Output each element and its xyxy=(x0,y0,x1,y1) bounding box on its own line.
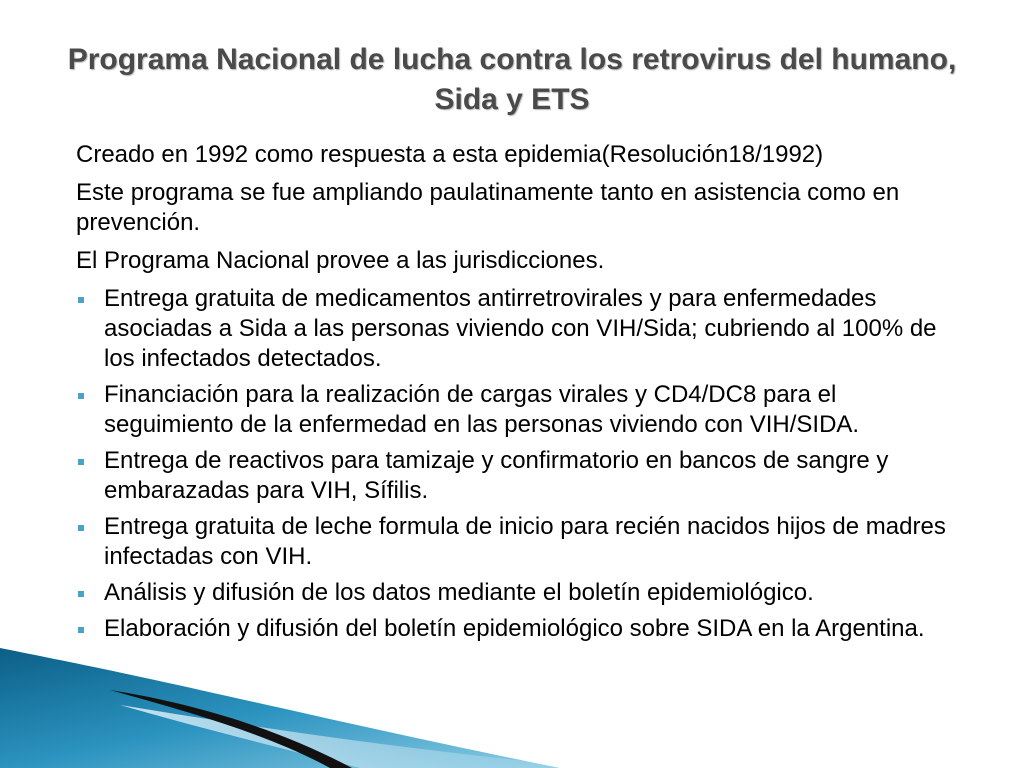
list-item xyxy=(76,512,956,572)
bullet-list xyxy=(76,284,956,644)
list-item-text: Entrega gratuita de leche formula de inicio para recién nacidos hijos de madres infectadas con VIH. xyxy=(104,513,946,570)
list-item-text: Entrega de reactivos para tamizaje y confirmatorio en bancos de sangre y embarazadas para VIH, Sífilis. xyxy=(104,447,889,504)
paragraph-created: Creado en 1992 como respuesta a esta epidemia(Resolución18/1992) xyxy=(76,141,824,168)
list-item-text: Análisis y difusión de los datos mediante el boletín epidemiológico. xyxy=(104,579,814,606)
square-bullet-icon xyxy=(78,591,84,597)
square-bullet-icon xyxy=(78,393,84,399)
list-item xyxy=(76,446,956,506)
list-item xyxy=(76,578,956,608)
swoosh-blue-band xyxy=(0,648,560,768)
list-item-text: Entrega gratuita de medicamentos antirretrovirales y para enfermedades asociadas a Sida a las personas viviendo con VIH/Sida; cubriendo al 100% de los infectados detectados. xyxy=(104,285,937,372)
list-item-text: Elaboración y difusión del boletín epidemiológico sobre SIDA en la Argentina. xyxy=(104,615,925,642)
paragraph-provision: El Programa Nacional provee a las jurisdicciones. xyxy=(76,247,605,274)
slide-title: Programa Nacional de lucha contra los retrovirus del humano, Sida y ETS xyxy=(67,43,957,116)
swoosh-black-stroke xyxy=(110,690,352,768)
list-item xyxy=(76,380,956,440)
slide-body xyxy=(76,140,956,650)
list-item-text: Financiación para la realización de cargas virales y CD4/DC8 para el seguimiento de la enfermedad en las personas viviendo con VIH/SIDA. xyxy=(104,381,860,438)
swoosh-light-band xyxy=(120,705,600,768)
list-item xyxy=(76,284,956,374)
square-bullet-icon xyxy=(78,459,84,465)
square-bullet-icon xyxy=(78,297,84,303)
square-bullet-icon xyxy=(78,525,84,531)
paragraph-expansion: Este programa se fue ampliando paulatinamente tanto en asistencia como en prevención. xyxy=(76,179,900,236)
square-bullet-icon xyxy=(78,627,84,633)
list-item xyxy=(76,614,956,644)
